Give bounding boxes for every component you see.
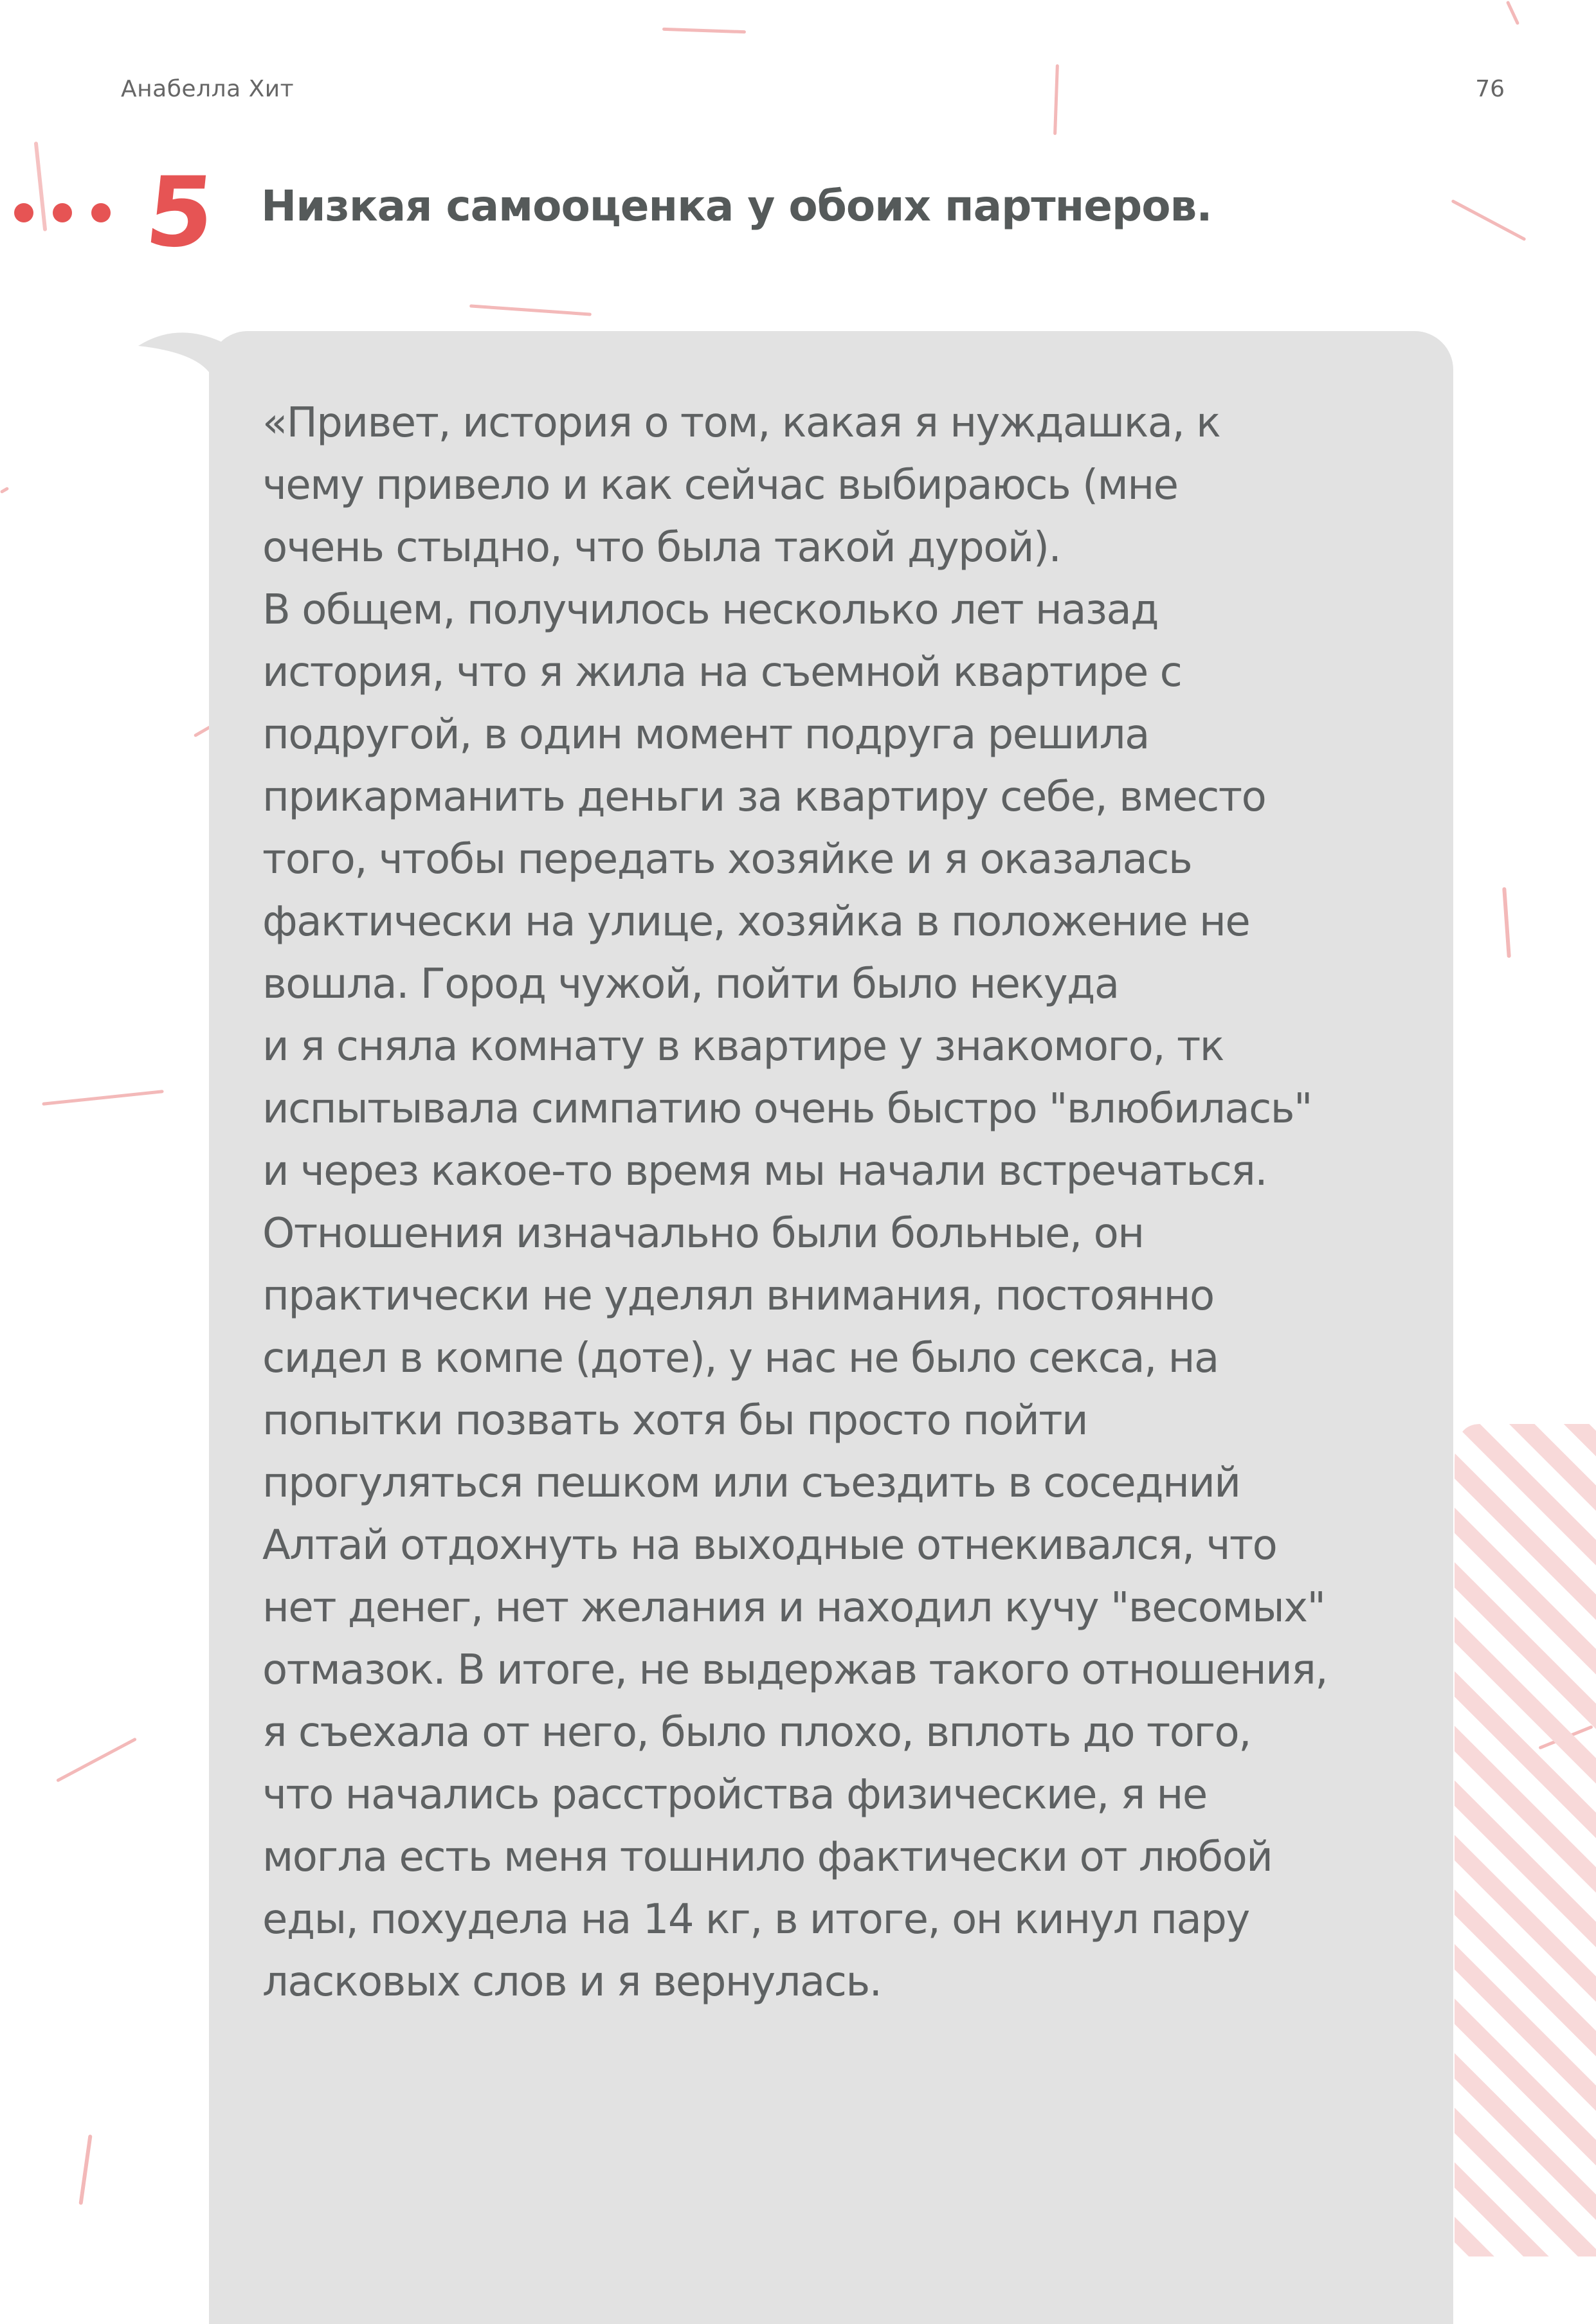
chapter-title: Низкая самооценка у обоих партнеров. bbox=[261, 181, 1212, 231]
quote-line: сидел в компе (доте), у нас не было секса, на bbox=[262, 1335, 1219, 1382]
quote-line: «Привет, история о том, какая я нуждашка, к bbox=[262, 399, 1220, 447]
quote-line: подругой, в один момент подруга решила bbox=[262, 711, 1149, 759]
quote-line: фактически на улице, хозяйка в положение не bbox=[262, 898, 1250, 946]
quote-line: история, что я жила на съемной квартире с bbox=[262, 649, 1182, 696]
author-name: Анабелла Хит bbox=[121, 76, 295, 102]
quote-line: я съехала от него, было плохо, вплоть до того, bbox=[262, 1709, 1251, 1756]
quote-line: прикарманить деньги за квартиру себе, вместо bbox=[262, 773, 1266, 821]
quote-line: отмазок. В итоге, не выдержав такого отношения, bbox=[262, 1646, 1328, 1694]
quote-line: В общем, получилось несколько лет назад bbox=[262, 586, 1158, 634]
quote-line: чему привело и как сейчас выбираюсь (мне bbox=[262, 462, 1178, 509]
page-number: 76 bbox=[1475, 76, 1505, 102]
quote-line: прогуляться пешком или съездить в соседний bbox=[262, 1459, 1240, 1507]
dot-2 bbox=[53, 203, 72, 222]
quote-line: попытки позвать хотя бы просто пойти bbox=[262, 1397, 1088, 1445]
quote-line: еды, похудела на 14 кг, в итоге, он кинул пару bbox=[262, 1896, 1249, 1943]
chapter-number: 5 bbox=[140, 157, 220, 269]
quote-line: и через какое-то время мы начали встречаться. bbox=[262, 1148, 1267, 1195]
dot-1 bbox=[14, 203, 33, 222]
quote-line: ласковых слов и я вернулась. bbox=[262, 1958, 882, 2006]
quote-text bbox=[262, 392, 1420, 2013]
quote-line: могла есть меня тошнило фактически от любой bbox=[262, 1833, 1273, 1881]
quote-line: того, чтобы передать хозяйке и я оказалась bbox=[262, 836, 1192, 883]
quote-line: испытывала симпатию очень быстро "влюбилась" bbox=[262, 1085, 1312, 1133]
quote-line: очень стыдно, что была такой дурой). bbox=[262, 524, 1061, 572]
quote-line: Алтай отдохнуть на выходные отнекивался, что bbox=[262, 1522, 1277, 1569]
striped-background-decoration bbox=[1455, 1424, 1596, 2256]
quote-line: и я сняла комнату в квартире у знакомого, тк bbox=[262, 1023, 1224, 1070]
dot-3 bbox=[91, 203, 111, 222]
quote-line: что начались расстройства физические, я не bbox=[262, 1771, 1207, 1819]
quote-line: вошла. Город чужой, пойти было некуда bbox=[262, 960, 1119, 1008]
quote-line: практически не уделял внимания, постоянно bbox=[262, 1272, 1214, 1320]
quote-line: нет денег, нет желания и находил кучу "весомых" bbox=[262, 1584, 1325, 1632]
quote-line: Отношения изначально были больные, он bbox=[262, 1210, 1144, 1257]
chapter-dots bbox=[14, 203, 111, 222]
